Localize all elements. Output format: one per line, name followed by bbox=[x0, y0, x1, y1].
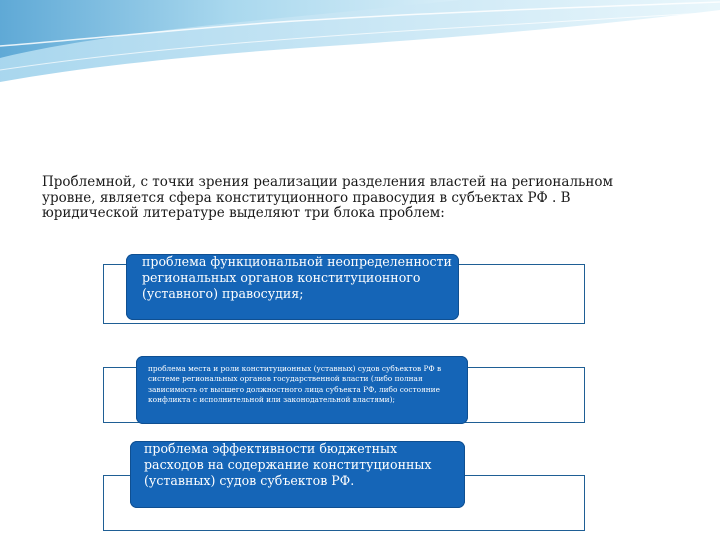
problem-block-2: проблема места и роли конституционных (уставных) судов субъектов РФ в системе региональных органов государственной власти (либо полная зависимость от высшего должностного лица субъекта РФ, либо состояние конфликта с исполнительной или законодательной властями); bbox=[136, 356, 468, 424]
intro-paragraph: Проблемной, с точки зрения реализации разделения властей на региональном уровне, является сфера конституционного правосудия в субъектах РФ . В юридической литературе выделяют три блока проблем: bbox=[42, 174, 613, 221]
header-wave-decoration bbox=[0, 0, 720, 120]
problem-block-1: проблема функциональной неопределенности региональных органов конституционного (уставного) правосудия; bbox=[126, 254, 459, 320]
problem-block-3: проблема эффективности бюджетных расходов на содержание конституционных (уставных) судов субъектов РФ. bbox=[130, 441, 465, 508]
